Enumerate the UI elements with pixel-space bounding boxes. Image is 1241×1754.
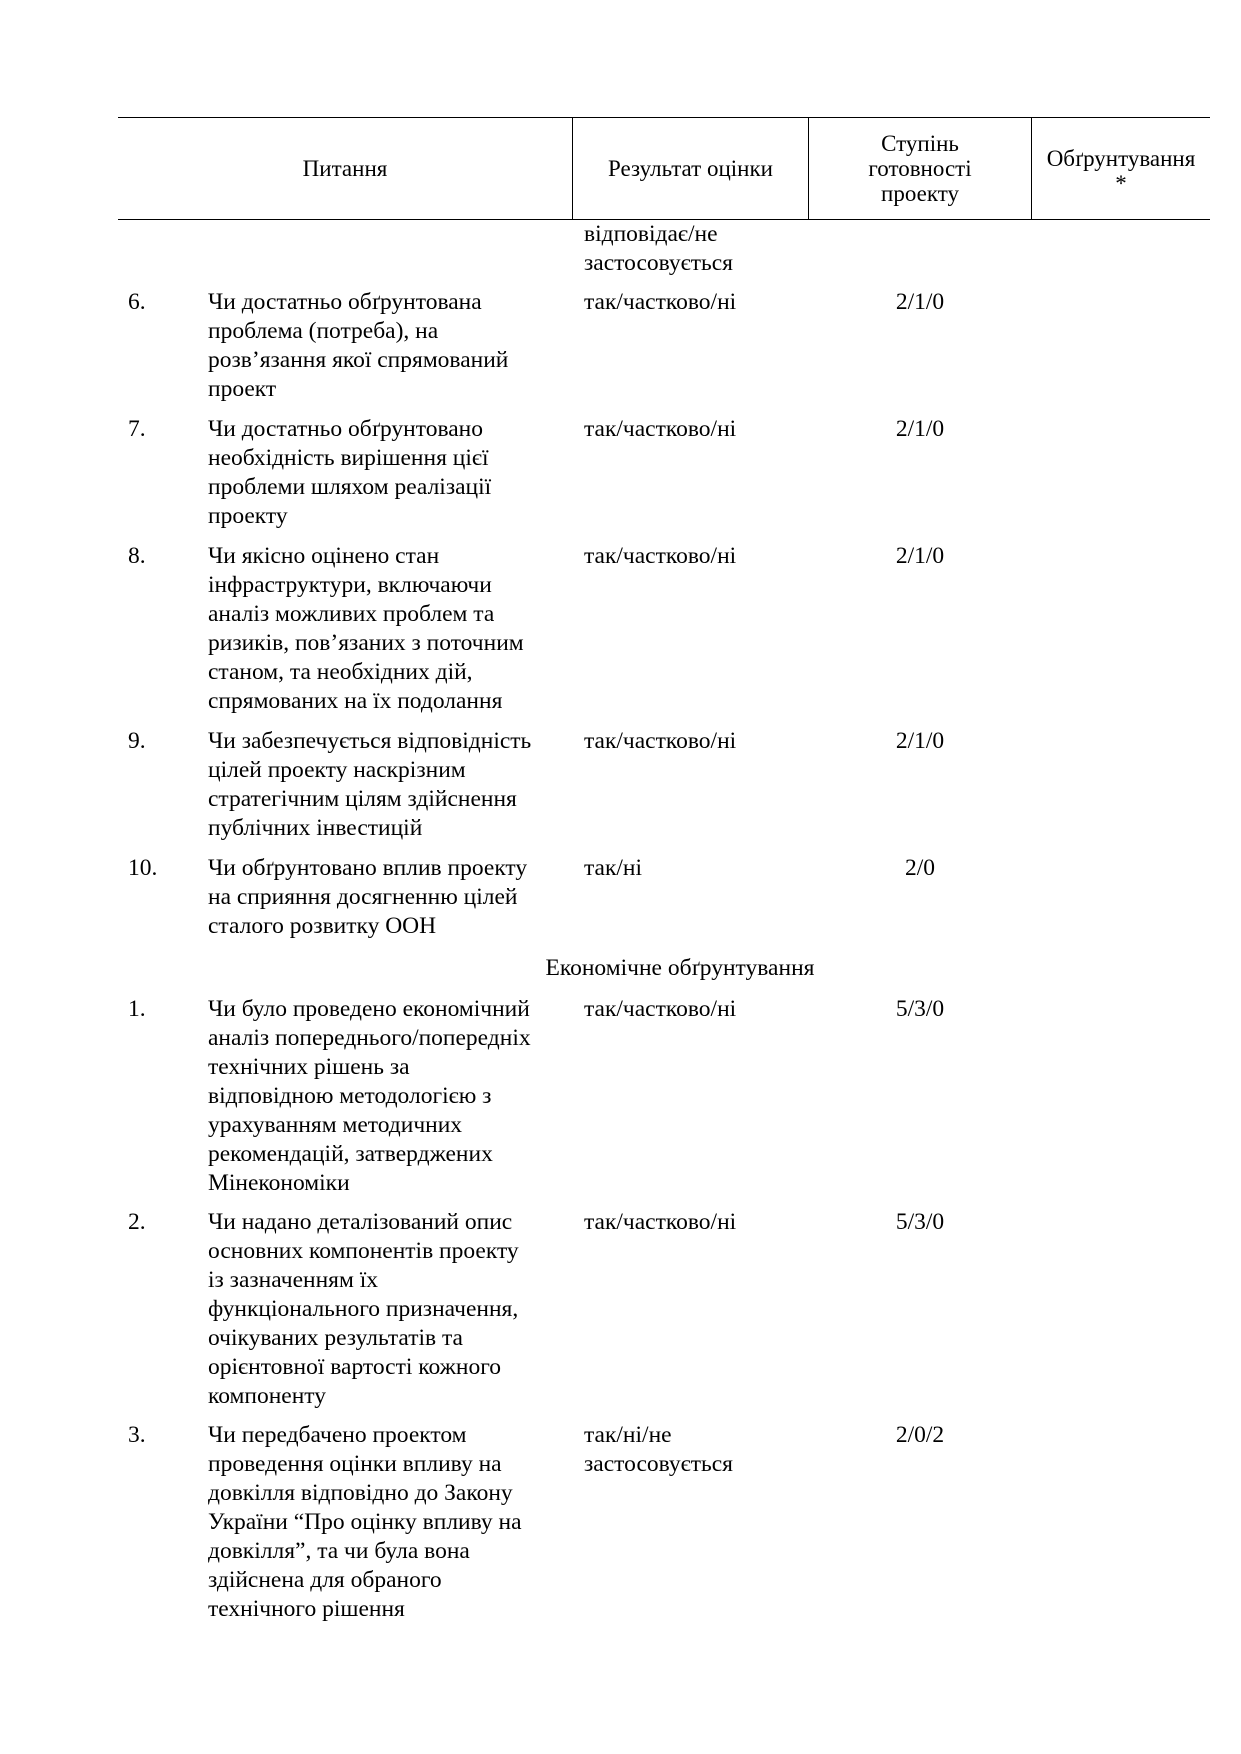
row-result: так/частково/ні: [584, 728, 737, 754]
row-readiness: 2/1/0: [895, 728, 945, 754]
row-result: так/ні: [584, 855, 643, 881]
row-question: Чи обґрунтовано вплив проекту на сприяння досягненню цілей сталого розвитку ООН: [208, 855, 528, 939]
row-readiness: 5/3/0: [895, 996, 945, 1022]
section-title: Економічне обґрунтування: [545, 955, 815, 981]
row-number: 2.: [128, 1209, 146, 1235]
header-justification: Обґрунтування *: [1046, 146, 1196, 196]
table-header: [118, 117, 1210, 220]
row-result: так/частково/ні: [584, 543, 737, 569]
row-number: 9.: [128, 728, 146, 754]
row-number: 1.: [128, 996, 146, 1022]
header-result: Результат оцінки: [608, 156, 773, 181]
row-question: Чи достатньо обґрунтовано необхідність вирішення цієї проблеми шляхом реалізації проекту: [208, 416, 492, 529]
row-result: так/частково/ні: [584, 289, 737, 315]
row-number: 10.: [128, 855, 158, 881]
row-readiness: 2/1/0: [895, 543, 945, 569]
row-question: Чи забезпечується відповідність цілей проекту наскрізним стратегічним цілям здійснення публічних інвестицій: [208, 728, 532, 841]
row-result: так/частково/ні: [584, 996, 737, 1022]
row-readiness: 2/0/2: [895, 1422, 945, 1448]
row-number: 6.: [128, 289, 146, 315]
row-number: 8.: [128, 543, 146, 569]
row-readiness: 2/1/0: [895, 416, 945, 442]
row-number: 7.: [128, 416, 146, 442]
row-readiness: 5/3/0: [895, 1209, 945, 1235]
row-question: Чи передбачено проектом проведення оцінки впливу на довкілля відповідно до Закону України “Про оцінку впливу на довкілля”, та чи була вона здійснена для обраного технічного рішення: [208, 1422, 522, 1622]
row-result: так/ні/не застосовується: [584, 1422, 733, 1477]
row-question: Чи достатньо обґрунтована проблема (потреба), на розв’язання якої спрямований проект: [208, 289, 509, 402]
header-readiness: Ступінь готовності проекту: [868, 131, 972, 206]
row-question: Чи надано деталізований опис основних компонентів проекту із зазначенням їх функціонального призначення, очікуваних результатів та орієнтовної вартості кожного компоненту: [208, 1209, 519, 1409]
row-result: так/частково/ні: [584, 416, 737, 442]
row-result: так/частково/ні: [584, 1209, 737, 1235]
continued-result: відповідає/не застосовується: [584, 221, 733, 276]
row-question: Чи було проведено економічний аналіз попереднього/попередніх технічних рішень за відповідною методологією з урахуванням методичних рекомендацій, затверджених Мінекономіки: [208, 996, 531, 1196]
header-question: Питання: [302, 156, 388, 181]
row-readiness: 2/0: [904, 855, 936, 881]
row-question: Чи якісно оцінено стан інфраструктури, включаючи аналіз можливих проблем та ризиків, пов’язаних з поточним станом, та необхідних дій, спрямованих на їх подолання: [208, 543, 524, 714]
row-readiness: 2/1/0: [895, 289, 945, 315]
row-number: 3.: [128, 1422, 146, 1448]
